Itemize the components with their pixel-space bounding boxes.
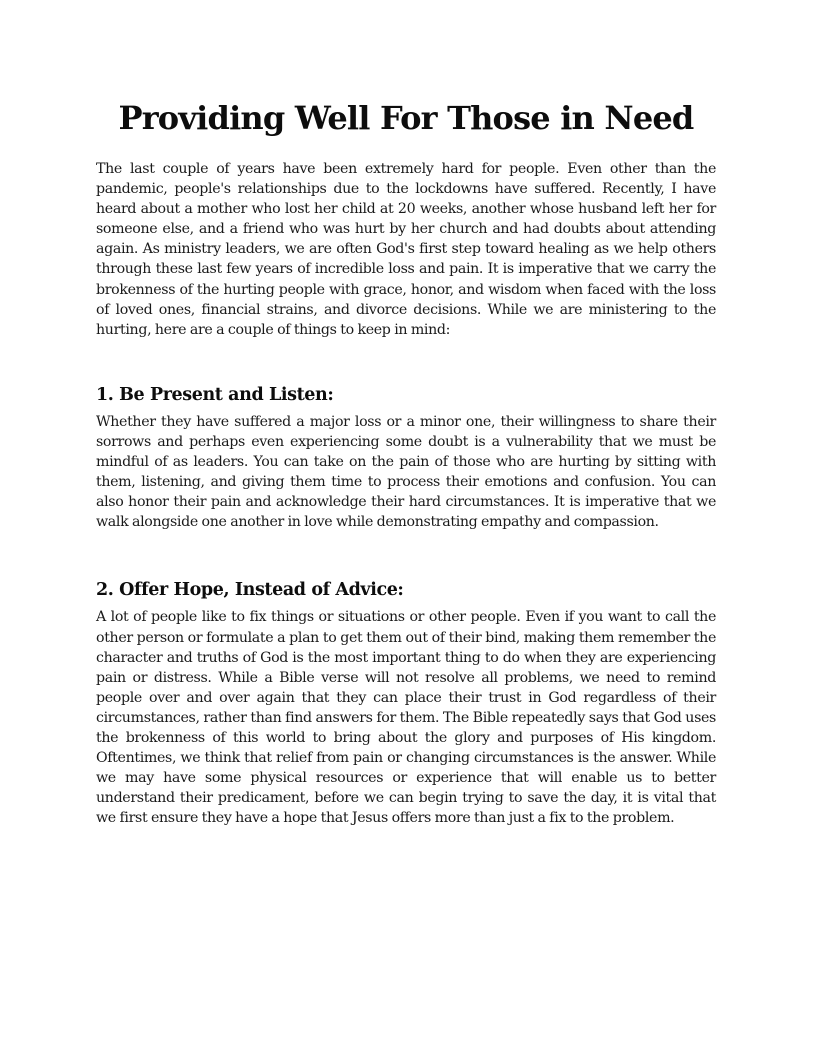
section-heading-be-present: 1. Be Present and Listen:: [96, 384, 334, 405]
section-body-be-present: Whether they have suffered a major loss or a minor one, their willingness to share their sorrows and perhaps even experiencing some doubt is a vulnerability that we must be mindful of as leaders. You can take on the pain of those who are hurting by sitting with them, listening, and giving them time to process their emotions and confusion. You can also honor their pain and acknowledge their hard circumstances. It is imperative that we walk alongside one another in love while demonstrating empathy and compassion.: [96, 413, 716, 531]
document-title: Providing Well For Those in Need: [118, 99, 694, 137]
section-body-offer-hope: A lot of people like to fix things or situations or other people. Even if you want to call the other person or formulate a plan to get them out of their bind, making them remember the character and truths of God is the most important thing to do when they are experiencing pain or distress. While a Bible verse will not resolve all problems, we need to remind people over and over again that they can place their trust in God regardless of their circumstances, rather than find answers for them. The Bible repeatedly says that God uses the brokenness of this world to bring about the glory and purposes of His kingdom. Oftentimes, we think that relief from pain or changing circumstances is the answer. While we may have some physical resources or experience that will enable us to better understand their predicament, before we can begin trying to save the day, it is vital that we first ensure they have a hope that Jesus offers more than just a fix to the problem.: [96, 609, 716, 827]
document-page: [96, 96, 716, 828]
section-heading-offer-hope: 2. Offer Hope, Instead of Advice:: [96, 580, 404, 601]
intro-paragraph: The last couple of years have been extremely hard for people. Even other than the pandemic, people's relationships due to the lockdowns have suffered. Recently, I have heard about a mother who lost her child at 20 weeks, another whose husband left her for someone else, and a friend who was hurt by her church and had doubts about attending again. As ministry leaders, we are often God's first step toward healing as we help others through these last few years of incredible loss and pain. It is imperative that we carry the brokenness of the hurting people with grace, honor, and wisdom when faced with the loss of loved ones, financial strains, and divorce decisions. While we are ministering to the hurting, here are a couple of things to keep in mind:: [96, 161, 716, 338]
